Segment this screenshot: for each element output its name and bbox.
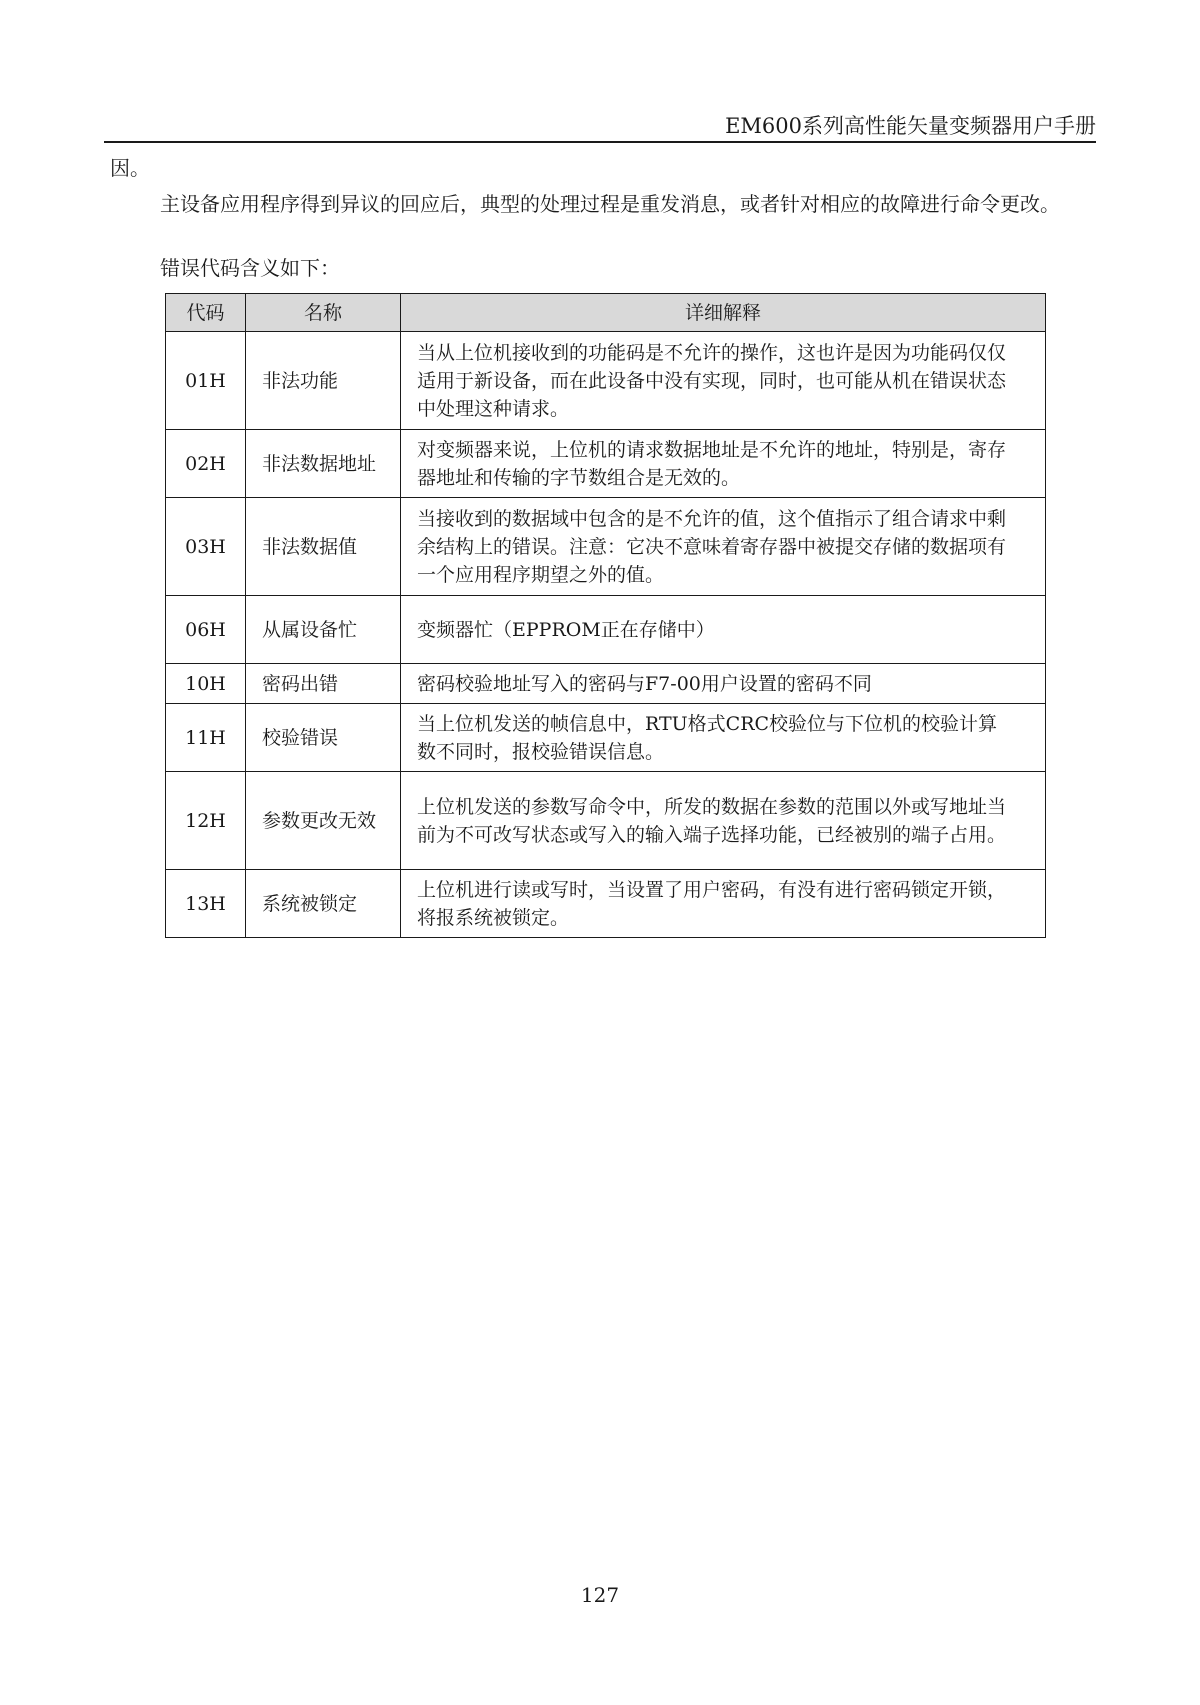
error-code-cell: 11H [166, 704, 246, 772]
page-number: 127 [580, 1583, 620, 1607]
error-name-cell: 校验错误 [246, 704, 401, 772]
error-name-cell: 非法数据值 [246, 498, 401, 596]
error-description-cell: 当上位机发送的帧信息中，RTU格式CRC校验位与下位机的校验计算数不同时，报校验错误信息。 [401, 704, 1046, 772]
error-name-cell: 非法功能 [246, 332, 401, 430]
error-description-cell: 当从上位机接收到的功能码是不允许的操作，这也许是因为功能码仅仅适用于新设备，而在此设备中没有实现，同时，也可能从机在错误状态中处理这种请求。 [401, 332, 1046, 430]
error-name-cell: 密码出错 [246, 664, 401, 704]
column-header-description: 详细解释 [401, 294, 1046, 332]
column-header-name: 名称 [246, 294, 401, 332]
error-code-cell: 01H [166, 332, 246, 430]
error-description-cell: 当接收到的数据域中包含的是不允许的值，这个值指示了组合请求中剩余结构上的错误。注意：它决不意味着寄存器中被提交存储的数据项有一个应用程序期望之外的值。 [401, 498, 1046, 596]
table-header-row [166, 294, 1046, 332]
paragraph-continuation: 因。 [110, 156, 150, 180]
table-row [166, 870, 1046, 938]
error-description-cell: 对变频器来说，上位机的请求数据地址是不允许的地址，特别是，寄存器地址和传输的字节数组合是无效的。 [401, 430, 1046, 498]
error-code-cell: 12H [166, 772, 246, 870]
error-code-cell: 02H [166, 430, 246, 498]
error-description-cell: 上位机发送的参数写命令中，所发的数据在参数的范围以外或写地址当前为不可改写状态或写入的输入端子选择功能，已经被别的端子占用。 [401, 772, 1046, 870]
table-row [166, 772, 1046, 870]
error-name-cell: 参数更改无效 [246, 772, 401, 870]
error-description-cell: 密码校验地址写入的密码与F7-00用户设置的密码不同 [401, 664, 1046, 704]
error-name-cell: 非法数据地址 [246, 430, 401, 498]
error-code-cell: 10H [166, 664, 246, 704]
paragraph-error-code-intro: 错误代码含义如下： [160, 256, 340, 280]
error-code-cell: 03H [166, 498, 246, 596]
document-header-title: EM600系列高性能矢量变频器用户手册 [725, 114, 1096, 138]
table-row [166, 596, 1046, 664]
paragraph-exception-handling: 主设备应用程序得到异议的回应后，典型的处理过程是重发消息，或者针对相应的故障进行命令更改。 [160, 192, 1060, 216]
header-divider [104, 141, 1096, 143]
table-row [166, 498, 1046, 596]
table-row [166, 704, 1046, 772]
error-name-cell: 从属设备忙 [246, 596, 401, 664]
error-name-cell: 系统被锁定 [246, 870, 401, 938]
table-row [166, 430, 1046, 498]
column-header-code: 代码 [166, 294, 246, 332]
error-code-table [165, 293, 1046, 938]
error-code-cell: 13H [166, 870, 246, 938]
table-row [166, 332, 1046, 430]
error-code-cell: 06H [166, 596, 246, 664]
error-description-cell: 上位机进行读或写时，当设置了用户密码，有没有进行密码锁定开锁，将报系统被锁定。 [401, 870, 1046, 938]
table-row [166, 664, 1046, 704]
error-description-cell: 变频器忙（EPPROM正在存储中） [401, 596, 1046, 664]
